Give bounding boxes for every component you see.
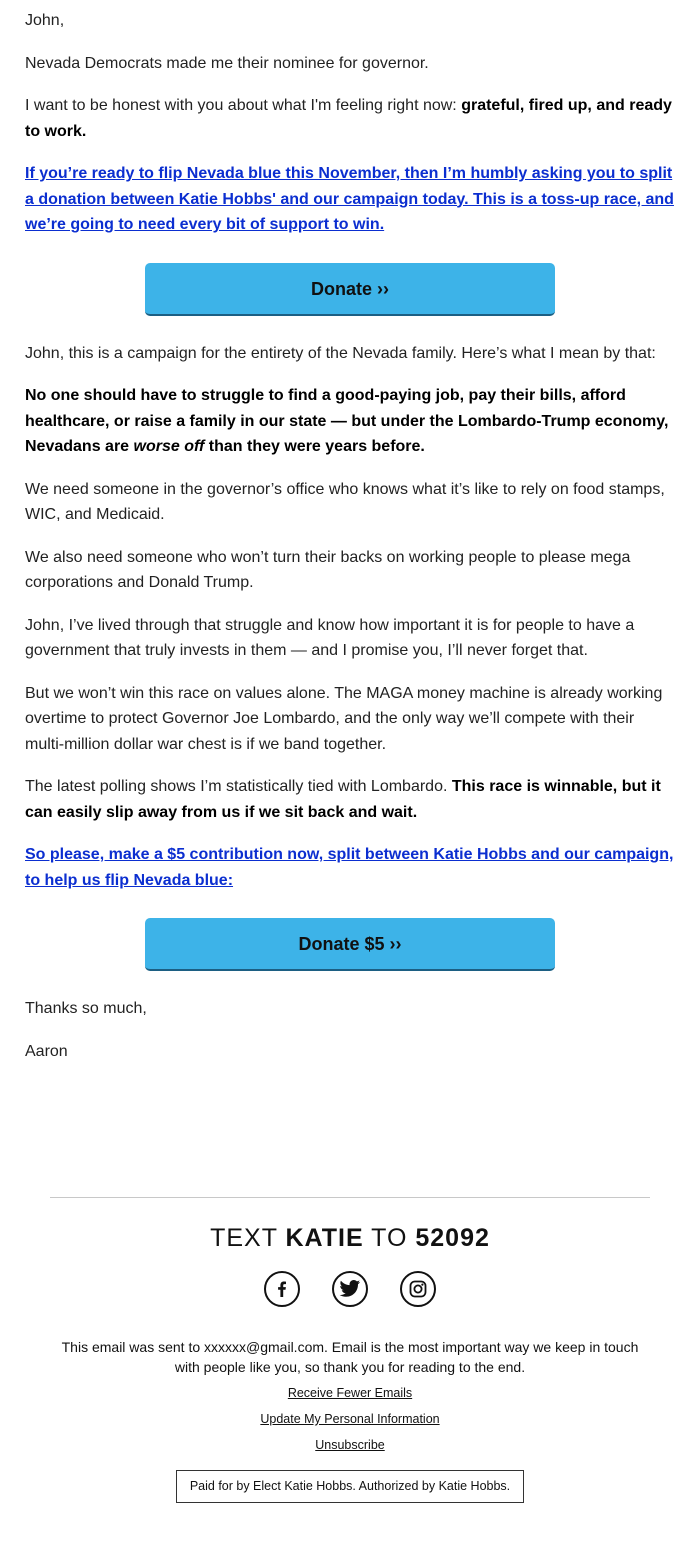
facebook-icon[interactable] — [264, 1271, 300, 1307]
text-cta — [0, 1222, 700, 1254]
paragraph-polling — [25, 774, 675, 825]
instagram-icon[interactable] — [400, 1271, 436, 1307]
paragraph-maga: But we won’t win this race on values alone. The MAGA money machine is already working overtime to protect Governor Joe Lombardo, and the only way we’ll compete with their multi-million dollar war chest is if we band together. — [25, 684, 663, 753]
signoff: Thanks so much, — [25, 1000, 147, 1017]
donation-link-1[interactable]: If you’re ready to flip Nevada blue this November, then I’m humbly asking you to split a donation between Katie Hobbs' and our campaign today. This is a toss-up race, and we’re going to need every bit of support to win. — [25, 165, 674, 233]
paragraph-lived: John, I’ve lived through that struggle and know how important it is for people to have a government that truly invests in them — and I promise you, I’ll never forget that. — [25, 616, 635, 659]
paragraph-struggle-a: No one should have to struggle to find a good-paying job, pay their bills, afford healthcare, or raise a family in our state — but under the Lombardo-Trump economy, Nevadans are — [25, 387, 669, 455]
text-cta-to: TO — [371, 1224, 408, 1252]
social-links — [0, 1271, 700, 1307]
paragraph-polling-bold: This race is winnable, but it can easily slip away from us if we sit back and wait. — [25, 778, 661, 821]
footer-disclaimer: This email was sent to xxxxxx@gmail.com. Email is the most important way we keep in touch with people like you, so thank you for reading to the end. — [61, 1339, 639, 1375]
paragraph-honest-text: I want to be honest with you about what I'm feeling right now: — [25, 97, 462, 114]
text-cta-keyword: KATIE — [285, 1224, 364, 1252]
paragraph-campaign: John, this is a campaign for the entirety of the Nevada family. Here’s what I mean by that: — [25, 344, 656, 362]
footer-divider — [50, 1197, 650, 1198]
greeting: John, — [25, 12, 65, 29]
email-footer — [0, 1197, 700, 1503]
text-cta-number: 52092 — [415, 1224, 490, 1252]
donate-button-wrap-2 — [25, 918, 675, 971]
update-info-link[interactable]: Update My Personal Information — [260, 1412, 440, 1426]
paragraph-struggle — [25, 383, 675, 460]
paragraph-nominee: Nevada Democrats made me their nominee for governor. — [25, 54, 429, 72]
donation-link-2[interactable]: So please, make a $5 contribution now, split between Katie Hobbs and our campaign, to help us flip Nevada blue: — [25, 846, 674, 889]
paragraph-corporations: We also need someone who won’t turn their backs on working people to please mega corporations and Donald Trump. — [25, 548, 631, 591]
paragraph-polling-text: The latest polling shows I’m statistically tied with Lombardo. — [25, 778, 452, 795]
donate-5-button[interactable]: Donate $5 ›› — [145, 918, 555, 971]
paragraph-struggle-italic: worse off — [133, 438, 205, 455]
paragraph-honest — [25, 93, 675, 144]
paragraph-honest-bold: grateful, fired up, and ready to work. — [25, 97, 672, 140]
paragraph-link-1 — [25, 161, 675, 238]
paragraph-food-stamps: We need someone in the governor’s office who knows what it’s like to rely on food stamps, WIC, and Medicaid. — [25, 480, 665, 523]
receive-fewer-emails-link[interactable]: Receive Fewer Emails — [287, 1386, 413, 1400]
paid-for-box: Paid for by Elect Katie Hobbs. Authorized by Katie Hobbs. — [176, 1470, 524, 1503]
paragraph-struggle-b: than they were years before. — [204, 438, 425, 455]
unsubscribe-link[interactable]: Unsubscribe — [315, 1438, 385, 1452]
donate-button[interactable]: Donate ›› — [145, 263, 555, 316]
donate-button-wrap-1 — [25, 263, 675, 316]
signature: Aaron — [25, 1042, 68, 1060]
text-cta-word: TEXT — [210, 1224, 278, 1252]
twitter-icon[interactable] — [332, 1271, 368, 1307]
paragraph-link-2 — [25, 842, 675, 893]
